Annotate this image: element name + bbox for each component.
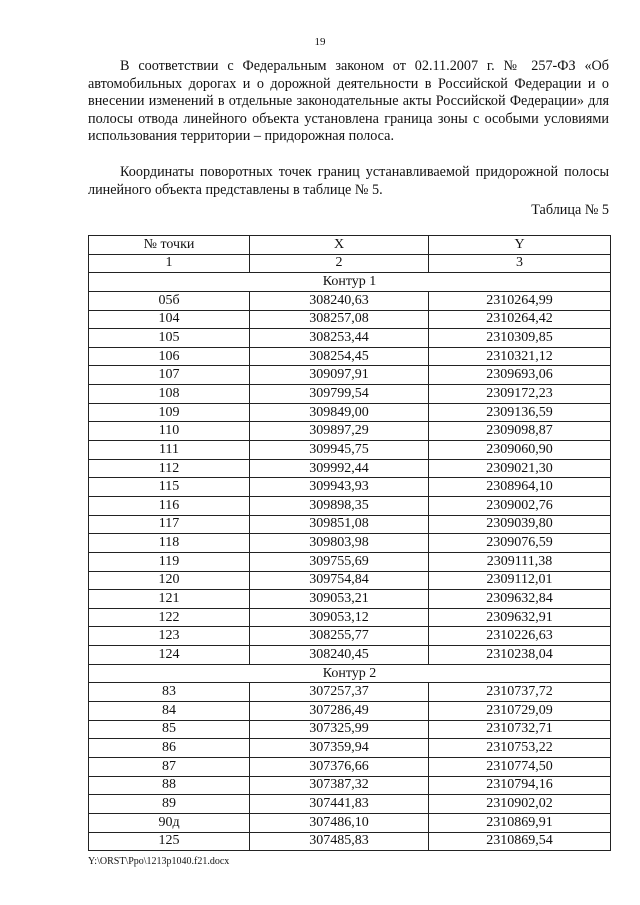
point-number-cell: 107: [89, 366, 250, 385]
x-coordinate-cell: 307325,99: [250, 720, 429, 739]
table-row: [89, 590, 611, 609]
table-row: [89, 795, 611, 814]
x-coordinate-cell: 309849,00: [250, 403, 429, 422]
point-number-cell: 106: [89, 347, 250, 366]
y-coordinate-cell: 2309632,84: [429, 590, 611, 609]
point-number-cell: 121: [89, 590, 250, 609]
x-coordinate-cell: 309851,08: [250, 515, 429, 534]
x-coordinate-cell: 309053,21: [250, 590, 429, 609]
x-coordinate-cell: 307359,94: [250, 739, 429, 758]
table-caption: Таблица № 5: [531, 202, 609, 218]
y-coordinate-cell: 2309136,59: [429, 403, 611, 422]
x-coordinate-cell: 309799,54: [250, 385, 429, 404]
y-coordinate-cell: 2308964,10: [429, 478, 611, 497]
y-coordinate-cell: 2310869,54: [429, 832, 611, 851]
x-coordinate-cell: 308255,77: [250, 627, 429, 646]
table-row: [89, 347, 611, 366]
y-coordinate-cell: 2310321,12: [429, 347, 611, 366]
column-number: 3: [429, 254, 611, 273]
x-coordinate-cell: 308240,63: [250, 291, 429, 310]
table-row: [89, 385, 611, 404]
x-coordinate-cell: 307257,37: [250, 683, 429, 702]
y-coordinate-cell: 2309172,23: [429, 385, 611, 404]
table-row: [89, 459, 611, 478]
x-coordinate-cell: 308240,45: [250, 646, 429, 665]
y-coordinate-cell: 2309632,91: [429, 608, 611, 627]
x-coordinate-cell: 307286,49: [250, 702, 429, 721]
y-coordinate-cell: 2309002,76: [429, 496, 611, 515]
x-coordinate-cell: 309897,29: [250, 422, 429, 441]
point-number-cell: 110: [89, 422, 250, 441]
y-coordinate-cell: 2309112,01: [429, 571, 611, 590]
x-coordinate-cell: 309943,93: [250, 478, 429, 497]
x-coordinate-cell: 309898,35: [250, 496, 429, 515]
table-row: [89, 552, 611, 571]
point-number-cell: 86: [89, 739, 250, 758]
x-coordinate-cell: 309803,98: [250, 534, 429, 553]
table-row: [89, 366, 611, 385]
x-coordinate-cell: 309992,44: [250, 459, 429, 478]
table-row: [89, 683, 611, 702]
y-coordinate-cell: 2309076,59: [429, 534, 611, 553]
x-coordinate-cell: 309754,84: [250, 571, 429, 590]
x-coordinate-cell: 307485,83: [250, 832, 429, 851]
table-header-row: [89, 236, 611, 255]
point-number-cell: 105: [89, 329, 250, 348]
y-coordinate-cell: 2310794,16: [429, 776, 611, 795]
x-coordinate-cell: 309097,91: [250, 366, 429, 385]
y-coordinate-cell: 2309021,30: [429, 459, 611, 478]
column-number: 2: [250, 254, 429, 273]
x-coordinate-cell: 309945,75: [250, 441, 429, 460]
table-row: [89, 515, 611, 534]
y-coordinate-cell: 2309039,80: [429, 515, 611, 534]
coordinates-paragraph: Координаты поворотных точек границ устанавливаемой придорожной полосы линейного объекта представлены в таблице № 5.: [88, 164, 609, 198]
section-row: [89, 273, 611, 292]
x-coordinate-cell: 307376,66: [250, 757, 429, 776]
x-coordinate-cell: 309053,12: [250, 608, 429, 627]
table-row: [89, 627, 611, 646]
table-row: [89, 310, 611, 329]
y-coordinate-cell: 2310238,04: [429, 646, 611, 665]
table-row: [89, 608, 611, 627]
table-row: [89, 478, 611, 497]
intro-paragraph: В соответствии с Федеральным законом от 02.11.2007 г. № 257-ФЗ «Об автомобильных дорогах и о дорожной деятельности в Российской Федерации и о внесении изменений в отдельные законодательные акты Российской Федерации» для полосы отвода линейного объекта установлена граница зоны с особыми условиями использования территории – придорожная полоса.: [88, 58, 609, 145]
x-coordinate-cell: 309755,69: [250, 552, 429, 571]
table-row: [89, 422, 611, 441]
table-row: [89, 403, 611, 422]
point-number-cell: 115: [89, 478, 250, 497]
section-row: [89, 664, 611, 683]
y-coordinate-cell: 2310309,85: [429, 329, 611, 348]
point-number-cell: 89: [89, 795, 250, 814]
table-row: [89, 441, 611, 460]
point-number-cell: 119: [89, 552, 250, 571]
point-number-cell: 125: [89, 832, 250, 851]
table-row: [89, 832, 611, 851]
point-number-cell: 87: [89, 757, 250, 776]
point-number-cell: 112: [89, 459, 250, 478]
coordinates-table: [88, 235, 611, 851]
y-coordinate-cell: 2310226,63: [429, 627, 611, 646]
point-number-cell: 83: [89, 683, 250, 702]
point-number-cell: 88: [89, 776, 250, 795]
point-number-cell: 122: [89, 608, 250, 627]
header-point-number: № точки: [89, 236, 250, 255]
section-title: Контур 1: [89, 273, 611, 292]
point-number-cell: 118: [89, 534, 250, 553]
table-row: [89, 291, 611, 310]
y-coordinate-cell: 2310753,22: [429, 739, 611, 758]
page-number: 19: [314, 36, 326, 48]
y-coordinate-cell: 2310264,99: [429, 291, 611, 310]
y-coordinate-cell: 2310264,42: [429, 310, 611, 329]
table-row: [89, 646, 611, 665]
footer-file-path: Y:\ORST\Ppo\1213p1040.f21.docx: [88, 856, 230, 867]
table-row: [89, 571, 611, 590]
table-row: [89, 329, 611, 348]
point-number-cell: 117: [89, 515, 250, 534]
y-coordinate-cell: 2309060,90: [429, 441, 611, 460]
x-coordinate-cell: 308257,08: [250, 310, 429, 329]
x-coordinate-cell: 308254,45: [250, 347, 429, 366]
point-number-cell: 111: [89, 441, 250, 460]
point-number-cell: 124: [89, 646, 250, 665]
table-row: [89, 813, 611, 832]
x-coordinate-cell: 308253,44: [250, 329, 429, 348]
y-coordinate-cell: 2310869,91: [429, 813, 611, 832]
point-number-cell: 90д: [89, 813, 250, 832]
section-title: Контур 2: [89, 664, 611, 683]
y-coordinate-cell: 2310902,02: [429, 795, 611, 814]
column-numbers-row: [89, 254, 611, 273]
point-number-cell: 84: [89, 702, 250, 721]
table-row: [89, 702, 611, 721]
table-row: [89, 496, 611, 515]
point-number-cell: 108: [89, 385, 250, 404]
point-number-cell: 05б: [89, 291, 250, 310]
y-coordinate-cell: 2309693,06: [429, 366, 611, 385]
x-coordinate-cell: 307441,83: [250, 795, 429, 814]
point-number-cell: 123: [89, 627, 250, 646]
table-row: [89, 776, 611, 795]
y-coordinate-cell: 2310732,71: [429, 720, 611, 739]
x-coordinate-cell: 307387,32: [250, 776, 429, 795]
header-y: Y: [429, 236, 611, 255]
header-x: X: [250, 236, 429, 255]
table-body: [89, 273, 611, 851]
table-row: [89, 534, 611, 553]
y-coordinate-cell: 2309111,38: [429, 552, 611, 571]
point-number-cell: 109: [89, 403, 250, 422]
table-row: [89, 739, 611, 758]
point-number-cell: 116: [89, 496, 250, 515]
column-number: 1: [89, 254, 250, 273]
y-coordinate-cell: 2310737,72: [429, 683, 611, 702]
y-coordinate-cell: 2309098,87: [429, 422, 611, 441]
table-row: [89, 720, 611, 739]
table-row: [89, 757, 611, 776]
y-coordinate-cell: 2310729,09: [429, 702, 611, 721]
point-number-cell: 104: [89, 310, 250, 329]
x-coordinate-cell: 307486,10: [250, 813, 429, 832]
point-number-cell: 85: [89, 720, 250, 739]
y-coordinate-cell: 2310774,50: [429, 757, 611, 776]
point-number-cell: 120: [89, 571, 250, 590]
